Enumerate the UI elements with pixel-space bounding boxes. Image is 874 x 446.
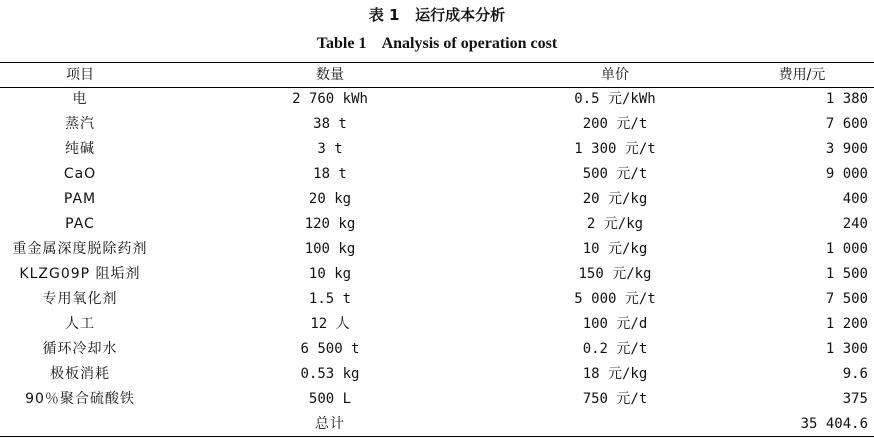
operation-cost-table: [0, 63, 874, 437]
cell-unit-price: 18 元/kg: [582, 366, 648, 382]
table-row: [0, 162, 874, 187]
cell-unit-price: 100 元/d: [582, 316, 648, 332]
cell-cost: 9 000: [825, 166, 868, 182]
cell-item: 重金属深度脱除药剂: [12, 241, 148, 257]
total-empty-cell: [0, 412, 160, 437]
cell-unit-price: 500 元/t: [582, 166, 648, 182]
cell-unit-price: 200 元/t: [582, 116, 648, 132]
cell-unit-price: 1 300 元/t: [574, 141, 656, 157]
table-row: [0, 137, 874, 162]
cell-quantity: 10 kg: [308, 266, 352, 282]
cell-unit-price: 10 元/kg: [582, 241, 648, 257]
header-cost: 费用/元: [778, 67, 826, 83]
total-row: [0, 412, 874, 437]
cell-item: 90％聚合硫酸铁: [25, 391, 135, 407]
cell-item: 纯碱: [65, 141, 95, 157]
cell-item: 极板消耗: [50, 366, 110, 382]
table-row: [0, 312, 874, 337]
table-row: [0, 87, 874, 112]
table-title-chinese: 表 1 运行成本分析: [368, 6, 506, 24]
cell-quantity: 38 t: [313, 116, 347, 132]
table-row: [0, 387, 874, 412]
cell-quantity: 3 t: [317, 141, 343, 157]
cell-quantity: 500 L: [308, 391, 352, 407]
cell-item: 人工: [65, 316, 95, 332]
cell-quantity: 20 kg: [308, 191, 352, 207]
cell-item: 循环冷却水: [42, 341, 118, 357]
cell-cost: 240: [842, 216, 868, 232]
cell-cost: 1 300: [825, 341, 868, 357]
header-item: 项目: [66, 67, 94, 83]
cell-quantity: 0.53 kg: [300, 366, 360, 382]
total-label: 总计: [315, 416, 345, 432]
header-unit-price: 单价: [601, 67, 629, 83]
table-row: [0, 212, 874, 237]
total-value: 35 404.6: [800, 416, 868, 432]
cell-unit-price: 2 元/kg: [586, 216, 644, 232]
cell-unit-price: 150 元/kg: [578, 266, 652, 282]
cell-cost: 1 200: [825, 316, 868, 332]
cell-cost: 7 600: [825, 116, 868, 132]
cell-unit-price: 20 元/kg: [582, 191, 648, 207]
cell-quantity: 6 500 t: [300, 341, 360, 357]
cell-cost: 3 900: [825, 141, 868, 157]
table-header-row: [0, 63, 874, 87]
cell-quantity: 12 人: [310, 316, 350, 332]
cell-quantity: 100 kg: [304, 241, 356, 257]
cell-quantity: 2 760 kWh: [292, 91, 368, 107]
cell-item: 蒸汽: [65, 116, 95, 132]
cell-item: KLZG09P 阻垢剂: [19, 266, 141, 282]
cell-quantity: 120 kg: [304, 216, 356, 232]
cell-item: PAM: [63, 191, 97, 207]
cell-cost: 9.6: [842, 366, 868, 382]
table-row: [0, 362, 874, 387]
table-title-english: Table 1 Analysis of operation cost: [316, 35, 558, 52]
cell-cost: 1 500: [825, 266, 868, 282]
cell-cost: 7 500: [825, 291, 868, 307]
cell-cost: 1 380: [825, 91, 868, 107]
cell-cost: 1 000: [825, 241, 868, 257]
total-empty-cell: [500, 412, 730, 437]
cell-unit-price: 5 000 元/t: [574, 291, 656, 307]
table-row: [0, 112, 874, 137]
table-row: [0, 237, 874, 262]
cell-item: CaO: [63, 166, 97, 182]
table-row: [0, 262, 874, 287]
cell-unit-price: 750 元/t: [582, 391, 648, 407]
cell-unit-price: 0.2 元/t: [582, 341, 648, 357]
table-row: [0, 337, 874, 362]
header-quantity: 数量: [316, 67, 344, 83]
cell-item: PAC: [65, 216, 95, 232]
cell-quantity: 18 t: [313, 166, 347, 182]
table-row: [0, 187, 874, 212]
table-row: [0, 287, 874, 312]
cell-item: 专用氧化剂: [42, 291, 118, 307]
cell-cost: 375: [842, 391, 868, 407]
cell-unit-price: 0.5 元/kWh: [574, 91, 656, 107]
cell-quantity: 1.5 t: [308, 291, 352, 307]
cell-cost: 400: [842, 191, 868, 207]
cell-item: 电: [72, 91, 88, 107]
